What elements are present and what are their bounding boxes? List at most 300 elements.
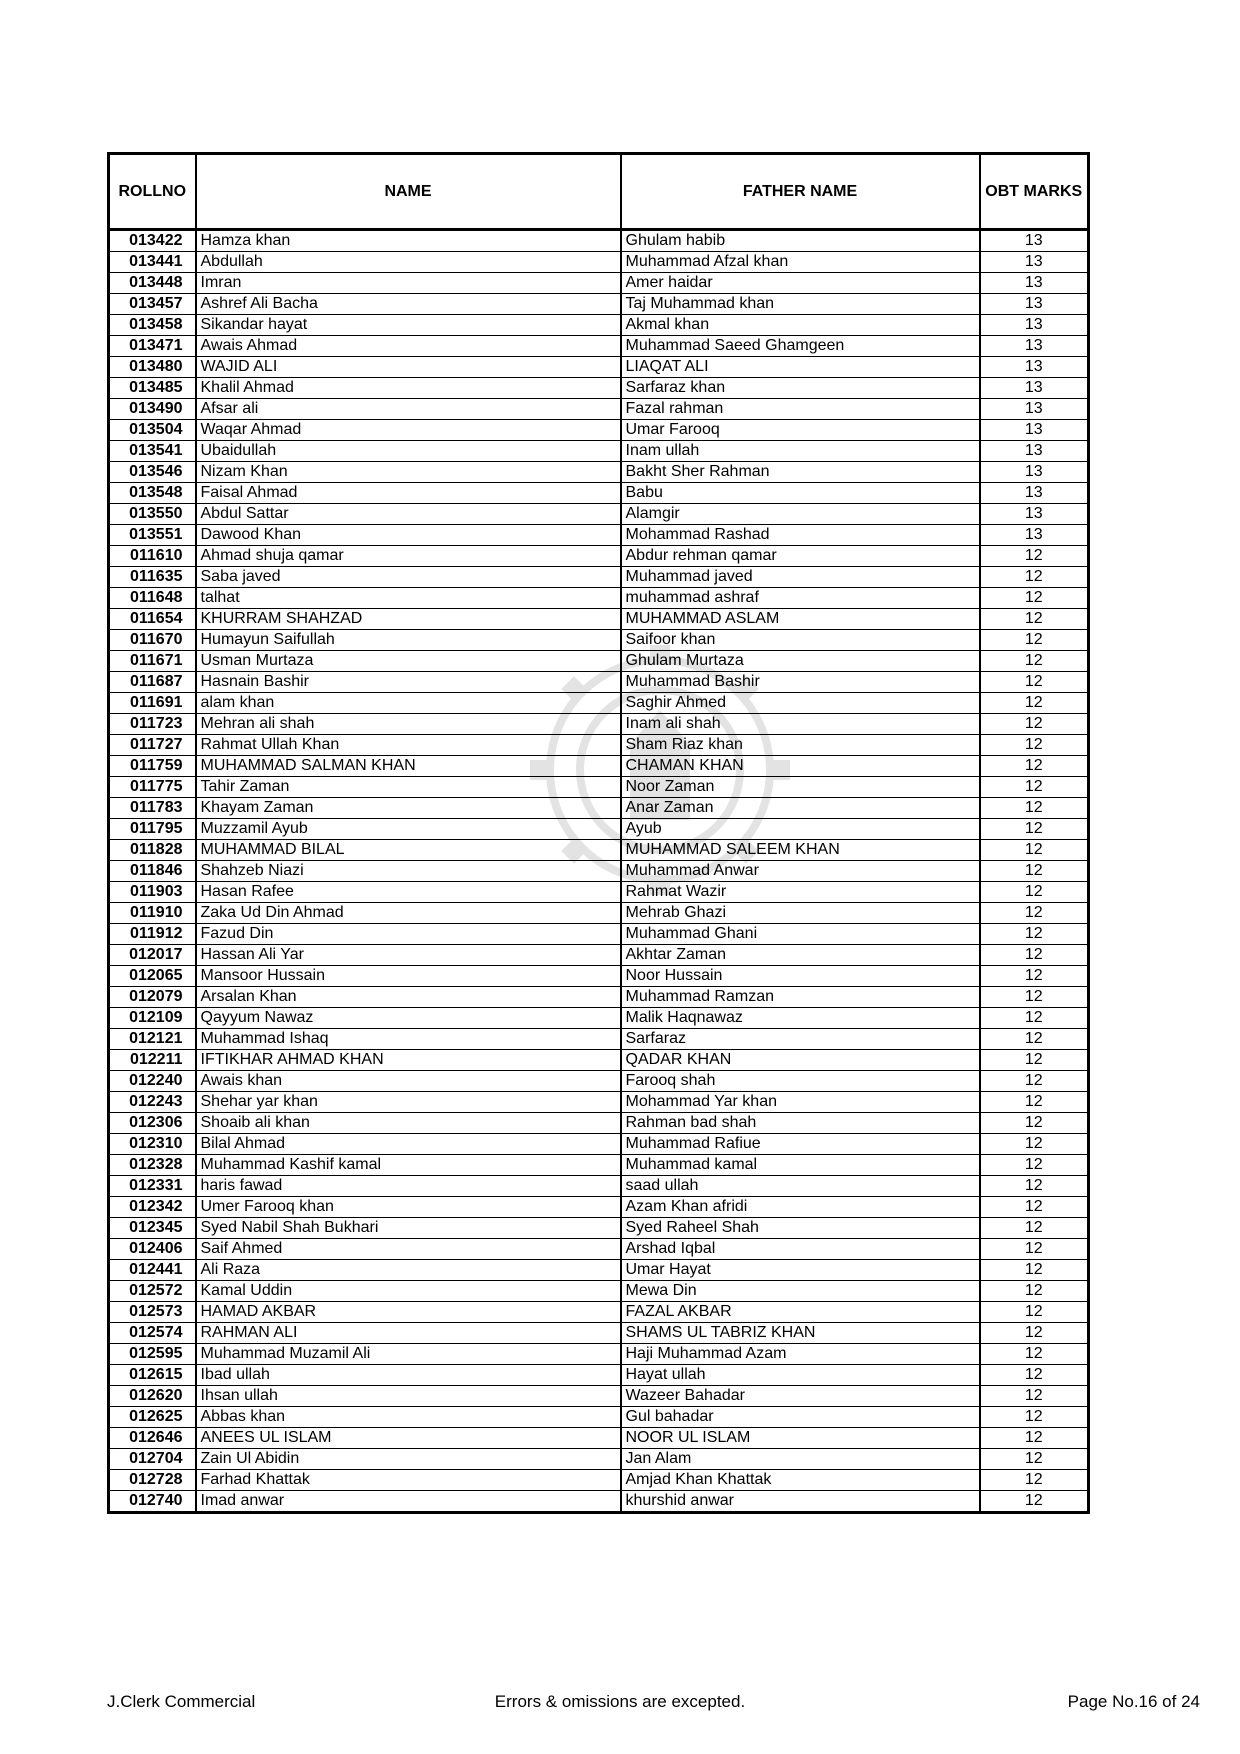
roll-number-cell: 012342 xyxy=(109,1197,196,1218)
marks-cell: 12 xyxy=(980,1281,1089,1302)
table-row xyxy=(109,1428,1089,1449)
roll-number-cell: 012625 xyxy=(109,1407,196,1428)
marks-cell: 12 xyxy=(980,966,1089,987)
father-name-cell: CHAMAN KHAN xyxy=(621,756,980,777)
marks-cell: 13 xyxy=(980,336,1089,357)
header-obt-marks: OBT MARKS xyxy=(980,154,1089,230)
table-row xyxy=(109,1365,1089,1386)
father-name-cell: Muhammad Bashir xyxy=(621,672,980,693)
table-row xyxy=(109,798,1089,819)
name-cell: MUHAMMAD BILAL xyxy=(196,840,621,861)
father-name-cell: Sarfaraz khan xyxy=(621,378,980,399)
name-cell: Syed Nabil Shah Bukhari xyxy=(196,1218,621,1239)
table-row xyxy=(109,462,1089,483)
table-row xyxy=(109,924,1089,945)
name-cell: Saif Ahmed xyxy=(196,1239,621,1260)
marks-cell: 12 xyxy=(980,1491,1089,1513)
name-cell: HAMAD AKBAR xyxy=(196,1302,621,1323)
name-cell: Ibad ullah xyxy=(196,1365,621,1386)
name-cell: WAJID ALI xyxy=(196,357,621,378)
table-row xyxy=(109,1134,1089,1155)
name-cell: Arsalan Khan xyxy=(196,987,621,1008)
table-row xyxy=(109,1155,1089,1176)
father-name-cell: Muhammad kamal xyxy=(621,1155,980,1176)
roll-number-cell: 012345 xyxy=(109,1218,196,1239)
father-name-cell: Wazeer Bahadar xyxy=(621,1386,980,1407)
table-row xyxy=(109,420,1089,441)
father-name-cell: Muhammad Rafiue xyxy=(621,1134,980,1155)
marks-cell: 12 xyxy=(980,1302,1089,1323)
roll-number-cell: 011903 xyxy=(109,882,196,903)
marks-cell: 12 xyxy=(980,1449,1089,1470)
name-cell: ANEES UL ISLAM xyxy=(196,1428,621,1449)
name-cell: Ihsan ullah xyxy=(196,1386,621,1407)
name-cell: Shoaib ali khan xyxy=(196,1113,621,1134)
roll-number-cell: 011912 xyxy=(109,924,196,945)
marks-cell: 12 xyxy=(980,693,1089,714)
header-name: NAME xyxy=(196,154,621,230)
name-cell: Usman Murtaza xyxy=(196,651,621,672)
table-row xyxy=(109,735,1089,756)
table-row xyxy=(109,1449,1089,1470)
father-name-cell: Amjad Khan Khattak xyxy=(621,1470,980,1491)
marks-cell: 12 xyxy=(980,1092,1089,1113)
name-cell: RAHMAN ALI xyxy=(196,1323,621,1344)
father-name-cell: khurshid anwar xyxy=(621,1491,980,1513)
marks-cell: 12 xyxy=(980,777,1089,798)
results-table xyxy=(107,152,1090,1514)
table-row xyxy=(109,1344,1089,1365)
table-row xyxy=(109,630,1089,651)
roll-number-cell: 012704 xyxy=(109,1449,196,1470)
name-cell: Shahzeb Niazi xyxy=(196,861,621,882)
marks-cell: 12 xyxy=(980,651,1089,672)
father-name-cell: Akhtar Zaman xyxy=(621,945,980,966)
name-cell: Imran xyxy=(196,273,621,294)
name-cell: Sikandar hayat xyxy=(196,315,621,336)
table-row xyxy=(109,1323,1089,1344)
marks-cell: 13 xyxy=(980,252,1089,273)
father-name-cell: Muhammad javed xyxy=(621,567,980,588)
roll-number-cell: 011691 xyxy=(109,693,196,714)
name-cell: alam khan xyxy=(196,693,621,714)
father-name-cell: Mohammad Yar khan xyxy=(621,1092,980,1113)
name-cell: Ashref Ali Bacha xyxy=(196,294,621,315)
marks-cell: 12 xyxy=(980,588,1089,609)
father-name-cell: Mehrab Ghazi xyxy=(621,903,980,924)
table-row xyxy=(109,609,1089,630)
name-cell: haris fawad xyxy=(196,1176,621,1197)
father-name-cell: Sarfaraz xyxy=(621,1029,980,1050)
father-name-cell: Arshad Iqbal xyxy=(621,1239,980,1260)
table-row xyxy=(109,1113,1089,1134)
marks-cell: 12 xyxy=(980,1239,1089,1260)
name-cell: Saba javed xyxy=(196,567,621,588)
marks-cell: 12 xyxy=(980,1365,1089,1386)
table-row xyxy=(109,567,1089,588)
marks-cell: 12 xyxy=(980,861,1089,882)
marks-cell: 13 xyxy=(980,462,1089,483)
roll-number-cell: 013504 xyxy=(109,420,196,441)
table-header-row xyxy=(109,154,1089,230)
father-name-cell: Saghir Ahmed xyxy=(621,693,980,714)
table-row xyxy=(109,483,1089,504)
father-name-cell: Muhammad Saeed Ghamgeen xyxy=(621,336,980,357)
header-father-name: FATHER NAME xyxy=(621,154,980,230)
table-row xyxy=(109,1470,1089,1491)
father-name-cell: Fazal rahman xyxy=(621,399,980,420)
father-name-cell: Inam ali shah xyxy=(621,714,980,735)
name-cell: IFTIKHAR AHMAD KHAN xyxy=(196,1050,621,1071)
marks-cell: 13 xyxy=(980,230,1089,252)
roll-number-cell: 012620 xyxy=(109,1386,196,1407)
marks-cell: 12 xyxy=(980,1134,1089,1155)
roll-number-cell: 012574 xyxy=(109,1323,196,1344)
name-cell: Hassan Ali Yar xyxy=(196,945,621,966)
marks-cell: 12 xyxy=(980,672,1089,693)
marks-cell: 12 xyxy=(980,882,1089,903)
table-row xyxy=(109,966,1089,987)
father-name-cell: QADAR KHAN xyxy=(621,1050,980,1071)
roll-number-cell: 012441 xyxy=(109,1260,196,1281)
roll-number-cell: 012065 xyxy=(109,966,196,987)
father-name-cell: Haji Muhammad Azam xyxy=(621,1344,980,1365)
roll-number-cell: 012572 xyxy=(109,1281,196,1302)
name-cell: Rahmat Ullah Khan xyxy=(196,735,621,756)
name-cell: Abdullah xyxy=(196,252,621,273)
name-cell: Zaka Ud Din Ahmad xyxy=(196,903,621,924)
marks-cell: 12 xyxy=(980,735,1089,756)
father-name-cell: Gul bahadar xyxy=(621,1407,980,1428)
table-row xyxy=(109,903,1089,924)
roll-number-cell: 012306 xyxy=(109,1113,196,1134)
roll-number-cell: 013490 xyxy=(109,399,196,420)
marks-cell: 12 xyxy=(980,630,1089,651)
marks-cell: 13 xyxy=(980,273,1089,294)
table-row xyxy=(109,504,1089,525)
marks-cell: 13 xyxy=(980,294,1089,315)
marks-cell: 12 xyxy=(980,987,1089,1008)
marks-cell: 12 xyxy=(980,1176,1089,1197)
roll-number-cell: 013422 xyxy=(109,230,196,252)
marks-cell: 12 xyxy=(980,1470,1089,1491)
name-cell: Muhammad Muzamil Ali xyxy=(196,1344,621,1365)
name-cell: Hasnain Bashir xyxy=(196,672,621,693)
name-cell: Muzzamil Ayub xyxy=(196,819,621,840)
name-cell: Hasan Rafee xyxy=(196,882,621,903)
table-row xyxy=(109,1281,1089,1302)
name-cell: Ubaidullah xyxy=(196,441,621,462)
marks-cell: 12 xyxy=(980,819,1089,840)
name-cell: Afsar ali xyxy=(196,399,621,420)
table-row xyxy=(109,588,1089,609)
father-name-cell: Mewa Din xyxy=(621,1281,980,1302)
roll-number-cell: 012121 xyxy=(109,1029,196,1050)
roll-number-cell: 012740 xyxy=(109,1491,196,1513)
table-row xyxy=(109,1071,1089,1092)
name-cell: Imad anwar xyxy=(196,1491,621,1513)
table-row xyxy=(109,1176,1089,1197)
roll-number-cell: 013457 xyxy=(109,294,196,315)
table-row xyxy=(109,1302,1089,1323)
roll-number-cell: 013441 xyxy=(109,252,196,273)
father-name-cell: muhammad ashraf xyxy=(621,588,980,609)
name-cell: talhat xyxy=(196,588,621,609)
father-name-cell: Muhammad Ghani xyxy=(621,924,980,945)
roll-number-cell: 011671 xyxy=(109,651,196,672)
table-row xyxy=(109,1197,1089,1218)
name-cell: Fazud Din xyxy=(196,924,621,945)
roll-number-cell: 012328 xyxy=(109,1155,196,1176)
roll-number-cell: 012243 xyxy=(109,1092,196,1113)
name-cell: Abbas khan xyxy=(196,1407,621,1428)
name-cell: Hamza khan xyxy=(196,230,621,252)
marks-cell: 13 xyxy=(980,420,1089,441)
table-row xyxy=(109,525,1089,546)
marks-cell: 12 xyxy=(980,924,1089,945)
table-row xyxy=(109,1092,1089,1113)
name-cell: Mehran ali shah xyxy=(196,714,621,735)
father-name-cell: Sham Riaz khan xyxy=(621,735,980,756)
father-name-cell: Rahmat Wazir xyxy=(621,882,980,903)
roll-number-cell: 011654 xyxy=(109,609,196,630)
marks-cell: 12 xyxy=(980,1071,1089,1092)
marks-cell: 13 xyxy=(980,441,1089,462)
father-name-cell: Akmal khan xyxy=(621,315,980,336)
roll-number-cell: 013471 xyxy=(109,336,196,357)
marks-cell: 12 xyxy=(980,1323,1089,1344)
marks-cell: 12 xyxy=(980,714,1089,735)
father-name-cell: Ayub xyxy=(621,819,980,840)
table-row xyxy=(109,546,1089,567)
table-row xyxy=(109,651,1089,672)
table-row xyxy=(109,693,1089,714)
roll-number-cell: 012310 xyxy=(109,1134,196,1155)
table-row xyxy=(109,819,1089,840)
marks-cell: 12 xyxy=(980,1113,1089,1134)
roll-number-cell: 012017 xyxy=(109,945,196,966)
name-cell: Shehar yar khan xyxy=(196,1092,621,1113)
father-name-cell: SHAMS UL TABRIZ KHAN xyxy=(621,1323,980,1344)
roll-number-cell: 011910 xyxy=(109,903,196,924)
marks-cell: 12 xyxy=(980,756,1089,777)
name-cell: Mansoor Hussain xyxy=(196,966,621,987)
marks-cell: 12 xyxy=(980,945,1089,966)
marks-cell: 12 xyxy=(980,1050,1089,1071)
roll-number-cell: 011687 xyxy=(109,672,196,693)
footer-disclaimer: Errors & omissions are excepted. xyxy=(494,1692,746,1711)
roll-number-cell: 011610 xyxy=(109,546,196,567)
name-cell: Qayyum Nawaz xyxy=(196,1008,621,1029)
table-row xyxy=(109,672,1089,693)
roll-number-cell: 011727 xyxy=(109,735,196,756)
father-name-cell: FAZAL AKBAR xyxy=(621,1302,980,1323)
name-cell: KHURRAM SHAHZAD xyxy=(196,609,621,630)
name-cell: Khayam Zaman xyxy=(196,798,621,819)
father-name-cell: Syed Raheel Shah xyxy=(621,1218,980,1239)
table-row xyxy=(109,1491,1089,1513)
table-row xyxy=(109,399,1089,420)
marks-cell: 12 xyxy=(980,546,1089,567)
marks-cell: 13 xyxy=(980,504,1089,525)
marks-cell: 12 xyxy=(980,1197,1089,1218)
father-name-cell: Anar Zaman xyxy=(621,798,980,819)
father-name-cell: Umar Farooq xyxy=(621,420,980,441)
roll-number-cell: 012595 xyxy=(109,1344,196,1365)
father-name-cell: Muhammad Ramzan xyxy=(621,987,980,1008)
father-name-cell: Saifoor khan xyxy=(621,630,980,651)
marks-cell: 12 xyxy=(980,1008,1089,1029)
father-name-cell: Farooq shah xyxy=(621,1071,980,1092)
marks-cell: 12 xyxy=(980,1428,1089,1449)
father-name-cell: LIAQAT ALI xyxy=(621,357,980,378)
marks-cell: 13 xyxy=(980,315,1089,336)
roll-number-cell: 013541 xyxy=(109,441,196,462)
roll-number-cell: 012109 xyxy=(109,1008,196,1029)
roll-number-cell: 011828 xyxy=(109,840,196,861)
footer-issuer: J.Clerk Commercial xyxy=(107,1692,256,1711)
marks-cell: 12 xyxy=(980,1155,1089,1176)
father-name-cell: Muhammad Afzal khan xyxy=(621,252,980,273)
name-cell: Tahir Zaman xyxy=(196,777,621,798)
table-row xyxy=(109,1008,1089,1029)
table-row xyxy=(109,315,1089,336)
table-body xyxy=(109,230,1089,1513)
name-cell: MUHAMMAD SALMAN KHAN xyxy=(196,756,621,777)
name-cell: Zain Ul Abidin xyxy=(196,1449,621,1470)
name-cell: Humayun Saifullah xyxy=(196,630,621,651)
table-row xyxy=(109,756,1089,777)
table-row xyxy=(109,294,1089,315)
father-name-cell: Umar Hayat xyxy=(621,1260,980,1281)
roll-number-cell: 011723 xyxy=(109,714,196,735)
father-name-cell: Ghulam habib xyxy=(621,230,980,252)
table-row xyxy=(109,1260,1089,1281)
table-row xyxy=(109,1239,1089,1260)
roll-number-cell: 012406 xyxy=(109,1239,196,1260)
name-cell: Ali Raza xyxy=(196,1260,621,1281)
father-name-cell: Noor Hussain xyxy=(621,966,980,987)
father-name-cell: Taj Muhammad khan xyxy=(621,294,980,315)
marks-cell: 12 xyxy=(980,1218,1089,1239)
roll-number-cell: 011759 xyxy=(109,756,196,777)
name-cell: Ahmad shuja qamar xyxy=(196,546,621,567)
table-row xyxy=(109,987,1089,1008)
marks-cell: 12 xyxy=(980,567,1089,588)
marks-cell: 12 xyxy=(980,1029,1089,1050)
father-name-cell: Babu xyxy=(621,483,980,504)
name-cell: Abdul Sattar xyxy=(196,504,621,525)
roll-number-cell: 013448 xyxy=(109,273,196,294)
table-row xyxy=(109,336,1089,357)
table-row xyxy=(109,1386,1089,1407)
table-row xyxy=(109,357,1089,378)
father-name-cell: MUHAMMAD SALEEM KHAN xyxy=(621,840,980,861)
marks-cell: 13 xyxy=(980,483,1089,504)
table-row xyxy=(109,882,1089,903)
father-name-cell: Amer haidar xyxy=(621,273,980,294)
roll-number-cell: 011648 xyxy=(109,588,196,609)
name-cell: Waqar Ahmad xyxy=(196,420,621,441)
name-cell: Khalil Ahmad xyxy=(196,378,621,399)
table-row xyxy=(109,252,1089,273)
table-row xyxy=(109,945,1089,966)
name-cell: Nizam Khan xyxy=(196,462,621,483)
name-cell: Awais Ahmad xyxy=(196,336,621,357)
father-name-cell: saad ullah xyxy=(621,1176,980,1197)
roll-number-cell: 013548 xyxy=(109,483,196,504)
name-cell: Dawood Khan xyxy=(196,525,621,546)
roll-number-cell: 013546 xyxy=(109,462,196,483)
name-cell: Muhammad Ishaq xyxy=(196,1029,621,1050)
roll-number-cell: 012615 xyxy=(109,1365,196,1386)
table-row xyxy=(109,840,1089,861)
name-cell: Muhammad Kashif kamal xyxy=(196,1155,621,1176)
marks-cell: 12 xyxy=(980,903,1089,924)
table-row xyxy=(109,1050,1089,1071)
name-cell: Faisal Ahmad xyxy=(196,483,621,504)
name-cell: Bilal Ahmad xyxy=(196,1134,621,1155)
father-name-cell: Mohammad Rashad xyxy=(621,525,980,546)
roll-number-cell: 013551 xyxy=(109,525,196,546)
roll-number-cell: 012646 xyxy=(109,1428,196,1449)
table-row xyxy=(109,861,1089,882)
roll-number-cell: 012079 xyxy=(109,987,196,1008)
header-rollno: ROLLNO xyxy=(109,154,196,230)
table-row xyxy=(109,1029,1089,1050)
marks-cell: 12 xyxy=(980,1407,1089,1428)
marks-cell: 12 xyxy=(980,1344,1089,1365)
marks-cell: 12 xyxy=(980,798,1089,819)
father-name-cell: Azam Khan afridi xyxy=(621,1197,980,1218)
father-name-cell: Alamgir xyxy=(621,504,980,525)
marks-cell: 13 xyxy=(980,378,1089,399)
marks-cell: 13 xyxy=(980,357,1089,378)
roll-number-cell: 011795 xyxy=(109,819,196,840)
father-name-cell: NOOR UL ISLAM xyxy=(621,1428,980,1449)
table-row xyxy=(109,378,1089,399)
marks-cell: 13 xyxy=(980,525,1089,546)
roll-number-cell: 011775 xyxy=(109,777,196,798)
name-cell: Farhad Khattak xyxy=(196,1470,621,1491)
father-name-cell: Malik Haqnawaz xyxy=(621,1008,980,1029)
roll-number-cell: 011670 xyxy=(109,630,196,651)
name-cell: Awais khan xyxy=(196,1071,621,1092)
table-row xyxy=(109,441,1089,462)
roll-number-cell: 012573 xyxy=(109,1302,196,1323)
roll-number-cell: 012331 xyxy=(109,1176,196,1197)
roll-number-cell: 013485 xyxy=(109,378,196,399)
roll-number-cell: 012728 xyxy=(109,1470,196,1491)
marks-cell: 12 xyxy=(980,1260,1089,1281)
table-row xyxy=(109,1407,1089,1428)
father-name-cell: Inam ullah xyxy=(621,441,980,462)
father-name-cell: Muhammad Anwar xyxy=(621,861,980,882)
roll-number-cell: 012240 xyxy=(109,1071,196,1092)
father-name-cell: Jan Alam xyxy=(621,1449,980,1470)
marks-cell: 12 xyxy=(980,609,1089,630)
table-row xyxy=(109,714,1089,735)
father-name-cell: Hayat ullah xyxy=(621,1365,980,1386)
father-name-cell: Rahman bad shah xyxy=(621,1113,980,1134)
father-name-cell: MUHAMMAD ASLAM xyxy=(621,609,980,630)
marks-cell: 12 xyxy=(980,840,1089,861)
table-row xyxy=(109,1218,1089,1239)
roll-number-cell: 011783 xyxy=(109,798,196,819)
roll-number-cell: 012211 xyxy=(109,1050,196,1071)
father-name-cell: Noor Zaman xyxy=(621,777,980,798)
father-name-cell: Abdur rehman qamar xyxy=(621,546,980,567)
